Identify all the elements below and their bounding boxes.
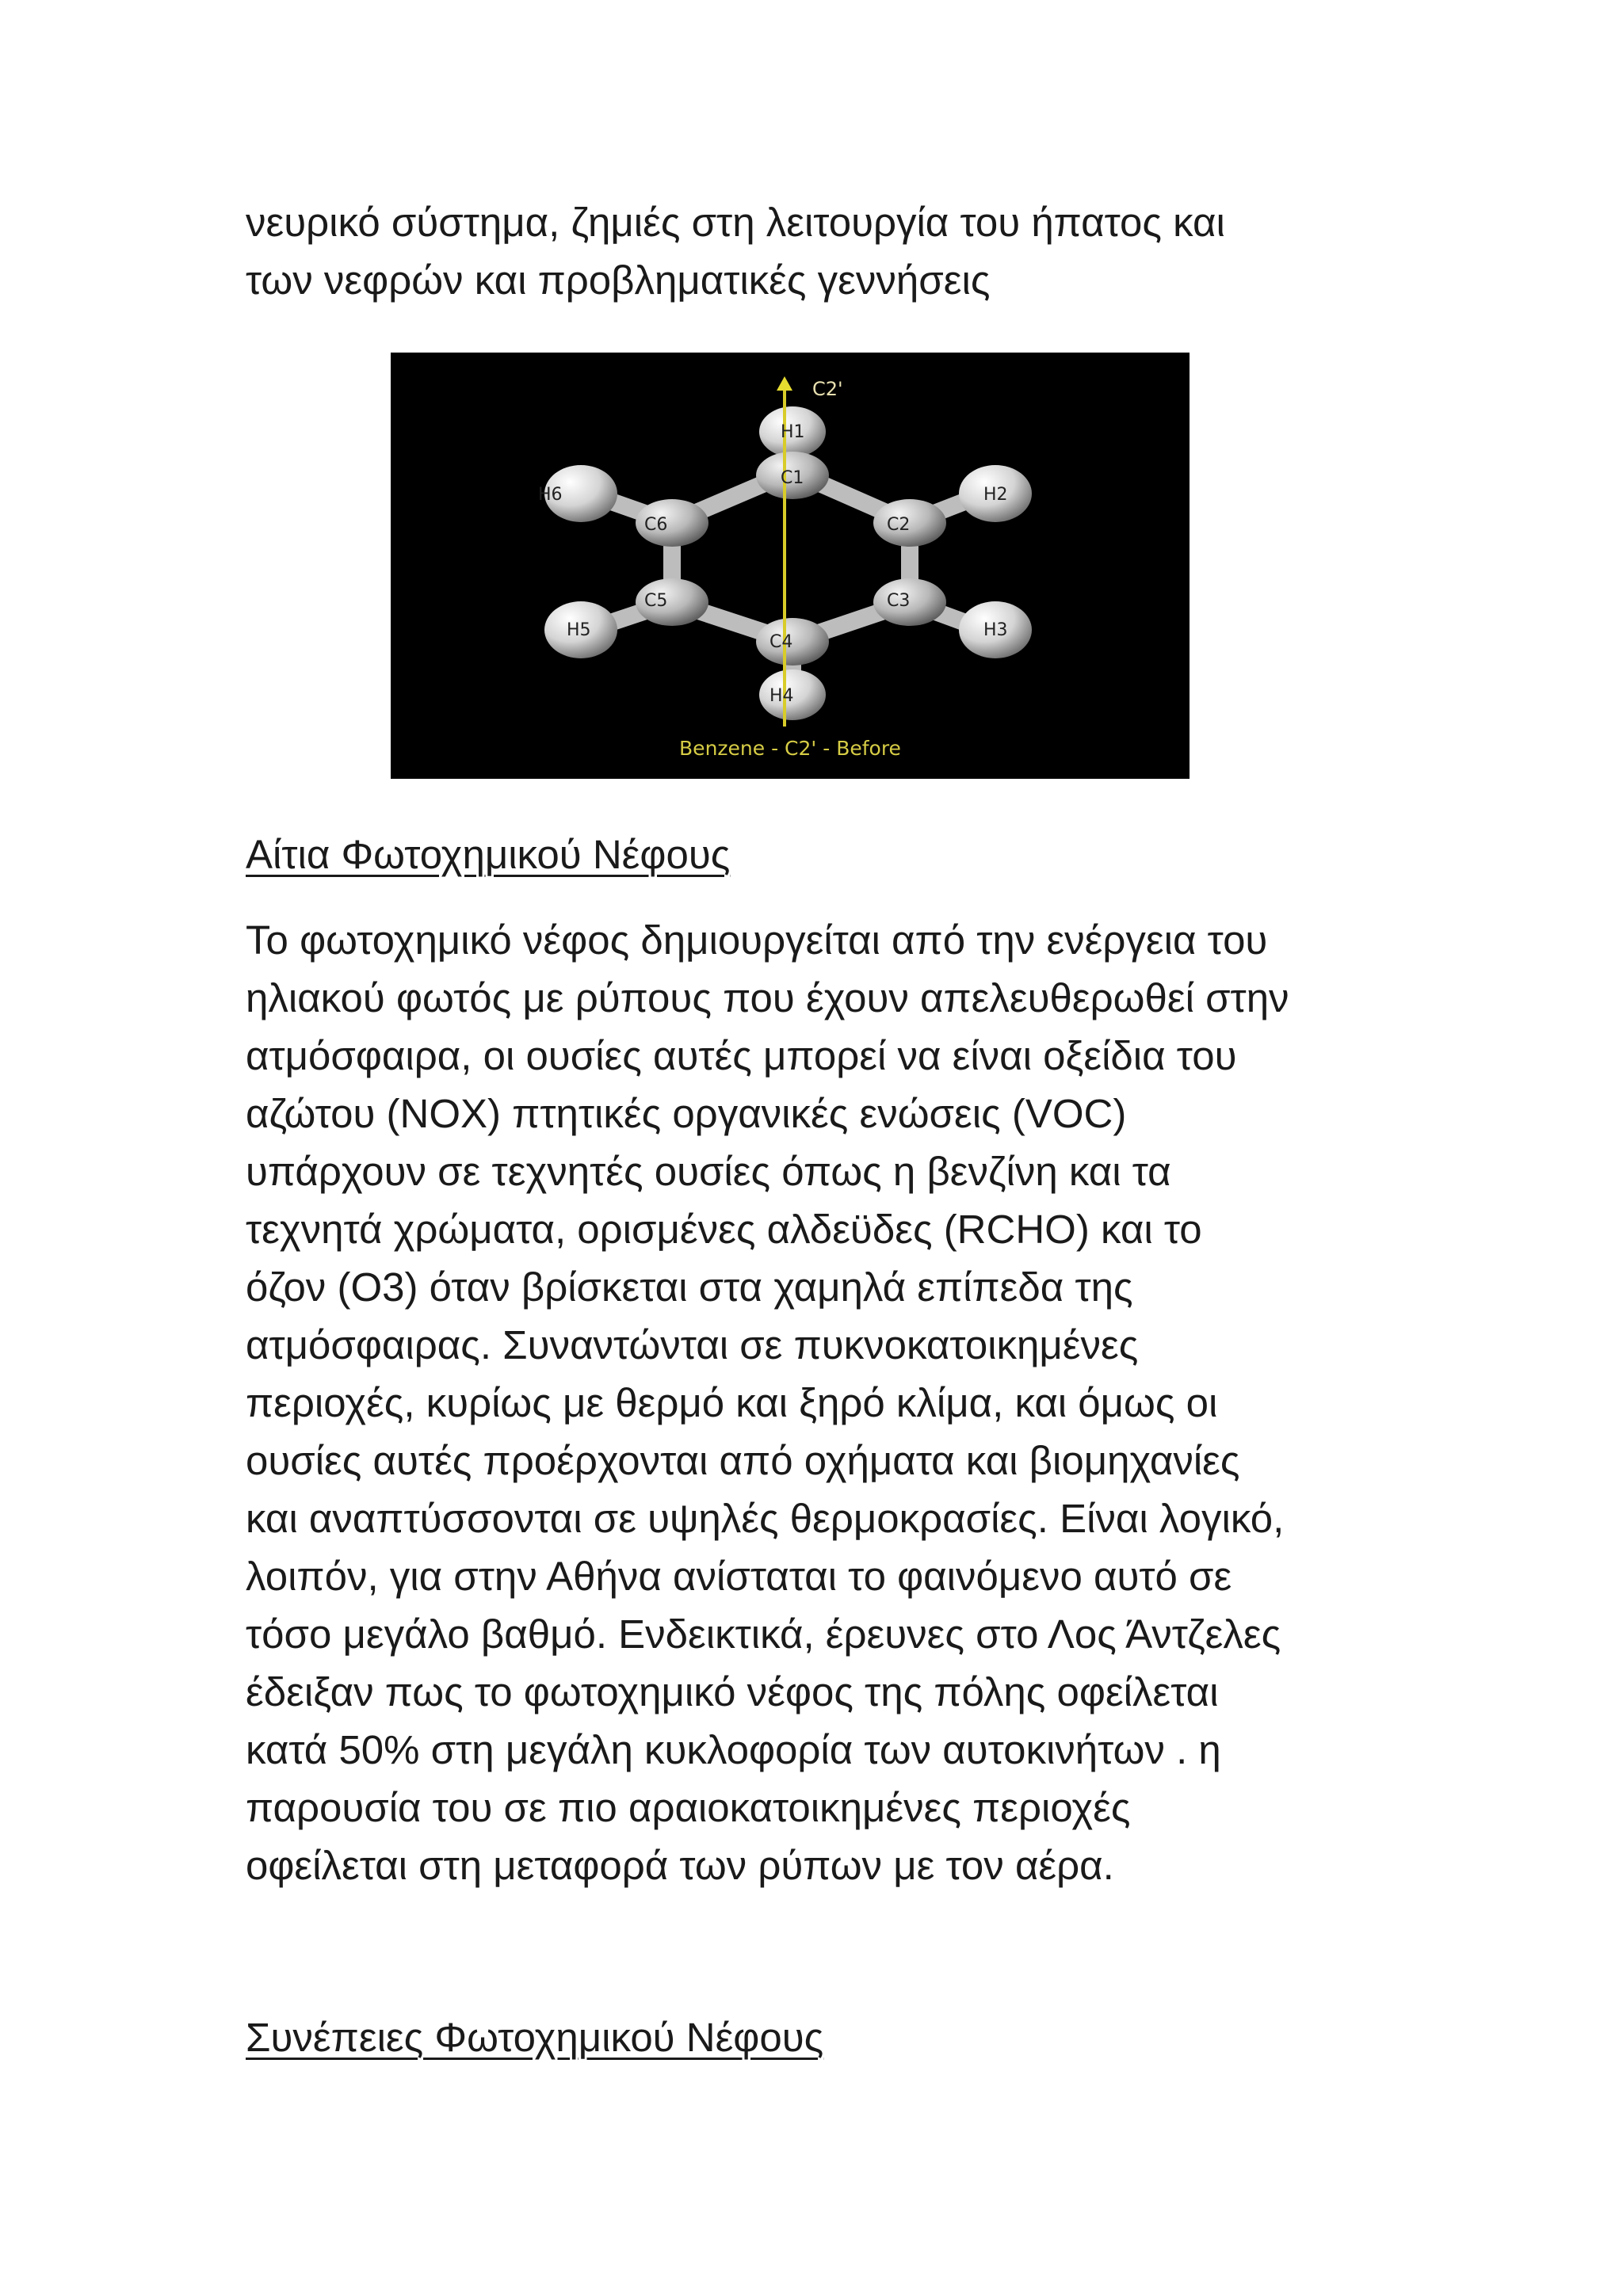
text-line: των νεφρών και προβληματικές γεννήσεις xyxy=(246,257,991,303)
text-line: ατμόσφαιρα, οι ουσίες αυτές μπορεί να είναι οξείδια του xyxy=(246,1033,1237,1078)
text-line: τόσο μεγάλο βαθμό. Ενδεικτικά, έρευνες στο Λος Άντζελες xyxy=(246,1611,1281,1657)
text-line: κατά 50% στη μεγάλη κυκλοφορία των αυτοκινήτων . η xyxy=(246,1727,1221,1772)
text-line: τεχνητά χρώματα, ορισμένες αλδεϋδες (RCHO) και το xyxy=(246,1207,1202,1252)
section-heading-consequences: Συνέπειες Φωτοχημικού Νέφους xyxy=(246,2015,824,2060)
text-line: παρουσία του σε πιο αραιοκατοικημένες περιοχές xyxy=(246,1785,1131,1830)
intro-paragraph xyxy=(246,193,1419,309)
atom-label-h2: H2 xyxy=(983,485,1008,505)
text-line: υπάρχουν σε τεχνητές ουσίες όπως η βενζίνη και τα xyxy=(246,1149,1171,1194)
atom-label-c6: C6 xyxy=(644,515,668,535)
text-line: όζον (O3) όταν βρίσκεται στα χαμηλά επίπεδα της xyxy=(246,1264,1133,1310)
atom-label-h5: H5 xyxy=(567,620,591,640)
axis-label: C2' xyxy=(812,378,843,400)
atom-label-c1: C1 xyxy=(781,468,804,488)
atom-label-c2: C2 xyxy=(887,515,911,535)
section-heading-causes: Αίτια Φωτοχημικού Νέφους xyxy=(246,832,731,877)
text-line: ηλιακού φωτός με ρύπους που έχουν απελευθερωθεί στην xyxy=(246,975,1289,1020)
atom-label-h4: H4 xyxy=(769,686,794,706)
atom-label-c5: C5 xyxy=(644,591,668,611)
text-line: έδειξαν πως το φωτοχημικό νέφος της πόλης οφείλεται xyxy=(246,1669,1219,1714)
text-line: αζώτου (NOX) πτητικές οργανικές ενώσεις (VOC) xyxy=(246,1091,1127,1136)
text-line: λοιπόν, για στην Αθήνα ανίσταται το φαινόμενο αυτό σε xyxy=(246,1554,1232,1599)
causes-paragraph xyxy=(246,911,1419,1894)
atom-label-h3: H3 xyxy=(983,620,1008,640)
atom-label-h1: H1 xyxy=(781,422,805,442)
text-line: ατμόσφαιρας. Συναντώνται σε πυκνοκατοικημένες xyxy=(246,1322,1139,1367)
figure-caption: Benzene - C2' - Before xyxy=(679,737,901,760)
text-line: και αναπτύσσονται σε υψηλές θερμοκρασίες. Είναι λογικό, xyxy=(246,1496,1285,1541)
benzene-molecule-image xyxy=(391,353,1190,779)
atom-label-h6: H6 xyxy=(538,485,563,505)
text-line: περιοχές, κυρίως με θερμό και ξηρό κλίμα, και όμως οι xyxy=(246,1380,1218,1425)
text-line: νευρικό σύστημα, ζημιές στη λειτουργία του ήπατος και xyxy=(246,200,1225,245)
text-line: οφείλεται στη μεταφορά των ρύπων με τον αέρα. xyxy=(246,1843,1114,1888)
text-line: Το φωτοχημικό νέφος δημιουργείται από την ενέργεια του xyxy=(246,917,1268,963)
benzene-diagram xyxy=(391,353,1190,779)
text-line: ουσίες αυτές προέρχονται από οχήματα και βιομηχανίες xyxy=(246,1438,1240,1483)
atom-label-c3: C3 xyxy=(887,591,911,611)
atom-label-c4: C4 xyxy=(769,632,793,652)
